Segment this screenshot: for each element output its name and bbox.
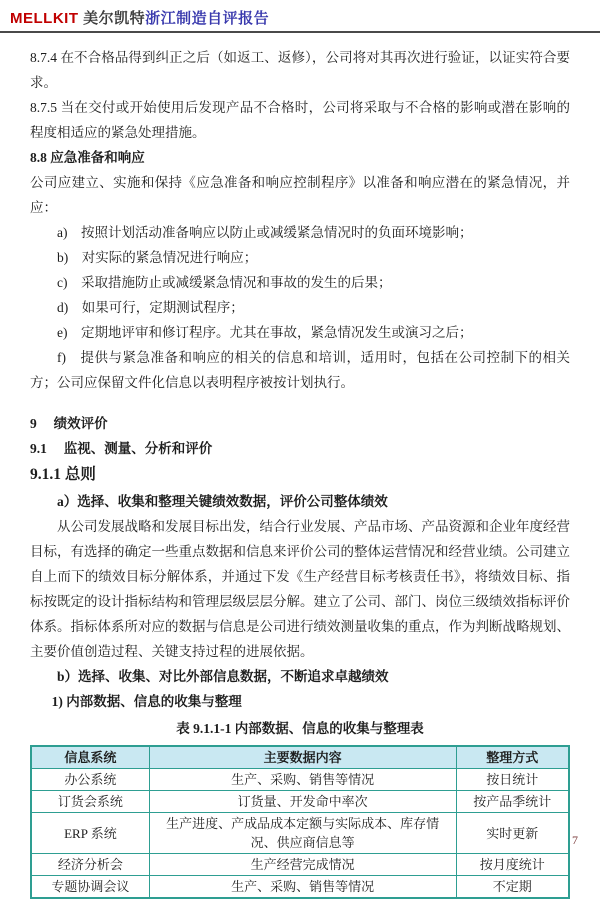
list-item-d: d) 如果可行，定期测试程序；: [57, 300, 244, 315]
document-header: [0, 0, 600, 33]
table-row: [31, 876, 569, 899]
page-number: 7: [572, 833, 578, 847]
list-item-c: c) 采取措施防止或减缓紧急情况和事故的发生的后果；: [57, 275, 392, 290]
heading-9-1-1-b-1: 1) 内部数据、信息的收集与整理: [51, 694, 242, 709]
company-name: 美尔凯特: [78, 10, 146, 27]
brand-logo-text: MELLKIT: [10, 10, 79, 27]
table-cell: 生产进度、产成品成本定额与实际成本、库存情况、供应商信息等: [149, 813, 456, 854]
table-row: [31, 854, 569, 876]
paragraph-8-7-4: 8.7.4 在不合格品得到纠正之后（如返工、返修），公司将对其再次进行验证，以证实符合要求。: [30, 50, 570, 90]
table-cell: 专题协调会议: [31, 876, 149, 899]
table-row: [31, 769, 569, 791]
table-cell: 订货会系统: [31, 791, 149, 813]
table-cell: 按月度统计: [456, 854, 569, 876]
paragraph-8-8-intro: 公司应建立、实施和保持《应急准备和响应控制程序》以准备和响应潜在的紧急情况，并应：: [30, 175, 570, 215]
table-cell: 按日统计: [456, 769, 569, 791]
table-header-row: [31, 746, 569, 769]
heading-8-8: 8.8 应急准备和响应: [30, 150, 145, 165]
paragraph-9-1-1: 从公司发展战略和发展目标出发，结合行业发展、产品市场、产品资源和企业年度经营目标，有选择的确定一些重点数据和信息来评价公司的整体运营情况和经营业绩。公司建立自上而下的绩效目标分解体系，并通过下发《生产经营目标考核责任书》，将绩效目标、指标按既定的设计指标结构和管理层级层层分解。建立了公司、部门、岗位三级绩效指标评价体系。指标体系所对应的数据与信息是公司进行绩效测量收集的重点，作为判断战略规划、主要价值创造过程、关键支持过程的进展依据。: [30, 519, 570, 659]
table-cell: 生产、采购、销售等情况: [149, 769, 456, 791]
column-header-info-system: 信息系统: [31, 746, 149, 769]
table-cell: 办公系统: [31, 769, 149, 791]
column-header-main-data: 主要数据内容: [149, 746, 456, 769]
heading-9-1-1-b: b）选择、收集、对比外部信息数据，不断追求卓越绩效: [57, 669, 389, 684]
heading-9-1-1-a: a）选择、收集和整理关键绩效数据，评价公司整体绩效: [57, 494, 388, 509]
list-item-a: a) 按照计划活动准备响应以防止或减缓紧急情况时的负面环境影响；: [57, 225, 473, 240]
heading-9: 9 绩效评价: [30, 416, 108, 431]
table-row: [31, 813, 569, 854]
heading-9-1: 9.1 监视、测量、分析和评价: [30, 441, 213, 456]
table-cell: 不定期: [456, 876, 569, 899]
table-row: [31, 791, 569, 813]
table-cell: 生产经营完成情况: [149, 854, 456, 876]
table-caption: 表 9.1.1-1 内部数据、信息的收集与整理表: [176, 721, 424, 736]
heading-9-1-1: 9.1.1 总则: [30, 466, 96, 483]
table-cell: ERP 系统: [31, 813, 149, 854]
table-cell: 生产、采购、销售等情况: [149, 876, 456, 899]
table-cell: 经济分析会: [31, 854, 149, 876]
paragraph-8-7-5: 8.7.5 当在交付或开始使用后发现产品不合格时，公司将采取与不合格的影响或潜在影响的程度相适应的紧急处理措施。: [30, 100, 570, 140]
document-body: [0, 33, 600, 899]
list-item-f: f) 提供与紧急准备和响应的相关的信息和培训，适用时，包括在公司控制下的相关方；公司应保留文件化信息以表明程序被按计划执行。: [30, 350, 570, 390]
document-title: 浙江制造自评报告: [145, 10, 270, 27]
table-cell: 实时更新: [456, 813, 569, 854]
table-cell: 按产品季统计: [456, 791, 569, 813]
column-header-method: 整理方式: [456, 746, 569, 769]
table-cell: 订货量、开发命中率次: [149, 791, 456, 813]
internal-data-table: [30, 745, 570, 899]
list-item-b: b) 对实际的紧急情况进行响应；: [57, 250, 258, 265]
list-item-e: e) 定期地评审和修订程序。尤其在事故，紧急情况发生或演习之后；: [57, 325, 473, 340]
